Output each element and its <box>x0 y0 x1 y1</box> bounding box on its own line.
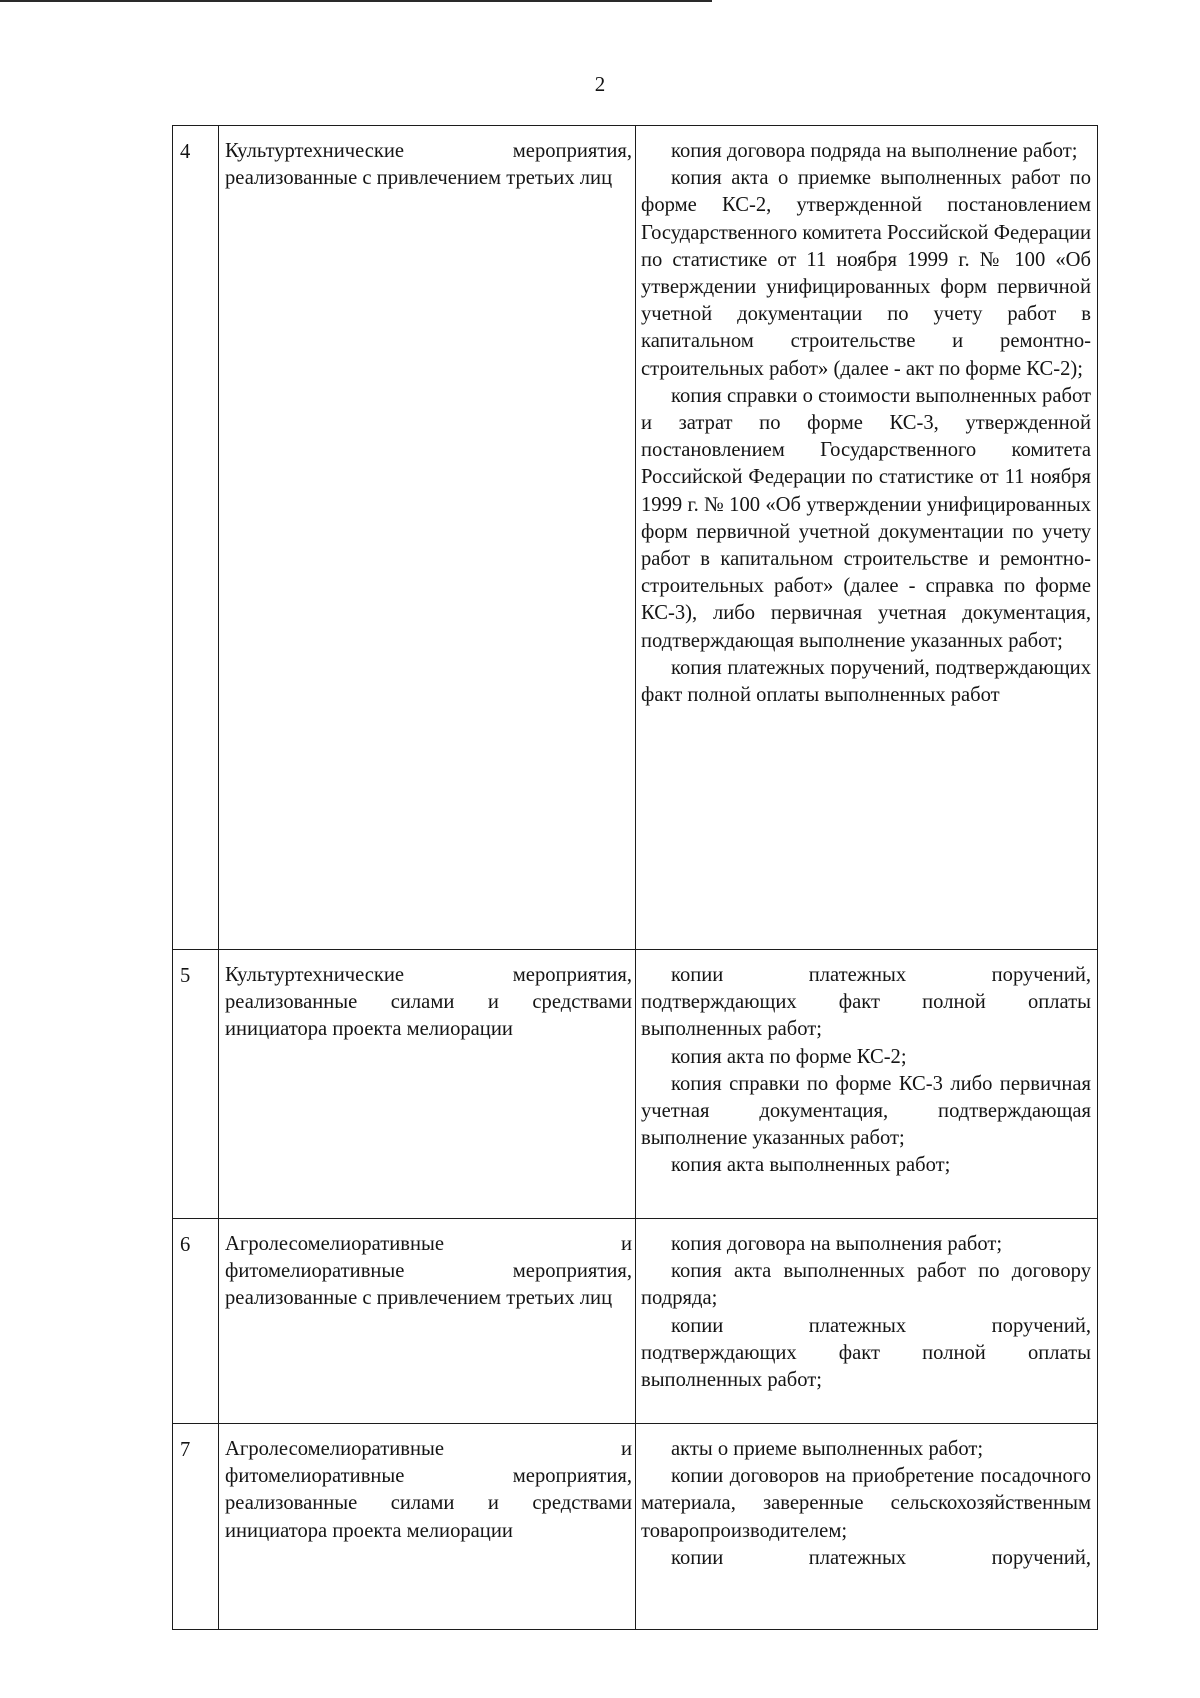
measure-description: Культуртехнические мероприятия, реализованные с привлечением третьих лиц <box>225 140 632 190</box>
document-item: копия акта выполненных работ по договору подряда; <box>641 1260 1091 1310</box>
document-item: копия договора подряда на выполнение работ; <box>671 140 1078 162</box>
row-number: 7 <box>173 1424 219 1630</box>
scan-edge-line <box>0 0 712 2</box>
document-item: копия акта о приемке выполненных работ по форме КС-2, утвержденной постановлением Государственного комитета Российской Федерации по статистике от 11 ноября 1999 г. № 100 «Об утверждении унифицированных форм первичной учетной документации по учету работ в капитальном строительстве и ремонтно-строительных работ» (далее - акт по форме КС-2); <box>641 167 1091 380</box>
required-documents <box>636 126 1098 950</box>
table-row <box>173 1219 1098 1424</box>
document-item: копии договоров на приобретение посадочного материала, заверенные сельскохозяйственным товаропроизводителем; <box>641 1465 1091 1542</box>
document-item: копии платежных поручений, подтверждающих факт полной оплаты выполненных работ; <box>641 1314 1091 1392</box>
document-item: копия акта выполненных работ; <box>671 1154 951 1177</box>
document-item: копия справки по форме КС-3 либо первичная учетная документация, подтверждающая выполнение указанных работ; <box>641 1072 1091 1150</box>
document-item: акты о приеме выполненных работ; <box>671 1438 984 1460</box>
table-row <box>173 950 1098 1219</box>
required-documents <box>636 1424 1098 1630</box>
table-row <box>173 1424 1098 1630</box>
measure-description: Агролесомелиоративные и фитомелиоративные мероприятия, реализованные с привлечением третьих лиц <box>225 1233 632 1310</box>
measure-description: Культуртехнические мероприятия, реализованные силами и средствами инициатора проекта мелиорации <box>225 964 632 1041</box>
document-item: копии платежных поручений, подтверждающих факт полной оплаты выполненных работ; <box>641 964 1091 1041</box>
document-item: копия справки о стоимости выполненных работ и затрат по форме КС-3, утвержденной постановлением Государственного комитета Российской Федерации по статистике от 11 ноября 1999 г. № 100 «Об утверждении унифицированных форм первичной учетной документации по учету работ в капитальном строительстве и ремонтно-строительных работ» (далее - справка по форме КС-3), либо первичная учетная документация, подтверждающая выполнение указанных работ; <box>641 384 1091 652</box>
documents-table <box>172 125 1098 1630</box>
document-item: копия акта по форме КС-2; <box>671 1045 907 1068</box>
row-number: 4 <box>173 126 219 950</box>
row-number: 6 <box>173 1219 219 1424</box>
table-row <box>173 126 1098 950</box>
page-number: 2 <box>594 72 606 96</box>
row-number: 5 <box>173 950 219 1219</box>
document-item: копия договора на выполнения работ; <box>671 1233 1003 1255</box>
required-documents <box>636 950 1098 1219</box>
required-documents <box>636 1219 1098 1424</box>
document-item: копия платежных поручений, подтверждающих факт полной оплаты выполненных работ <box>641 656 1091 707</box>
measure-description: Агролесомелиоративные и фитомелиоративные мероприятия, реализованные силами и средствами инициатора проекта мелиорации <box>225 1438 632 1542</box>
document-item: копии платежных поручений, <box>671 1546 1091 1569</box>
